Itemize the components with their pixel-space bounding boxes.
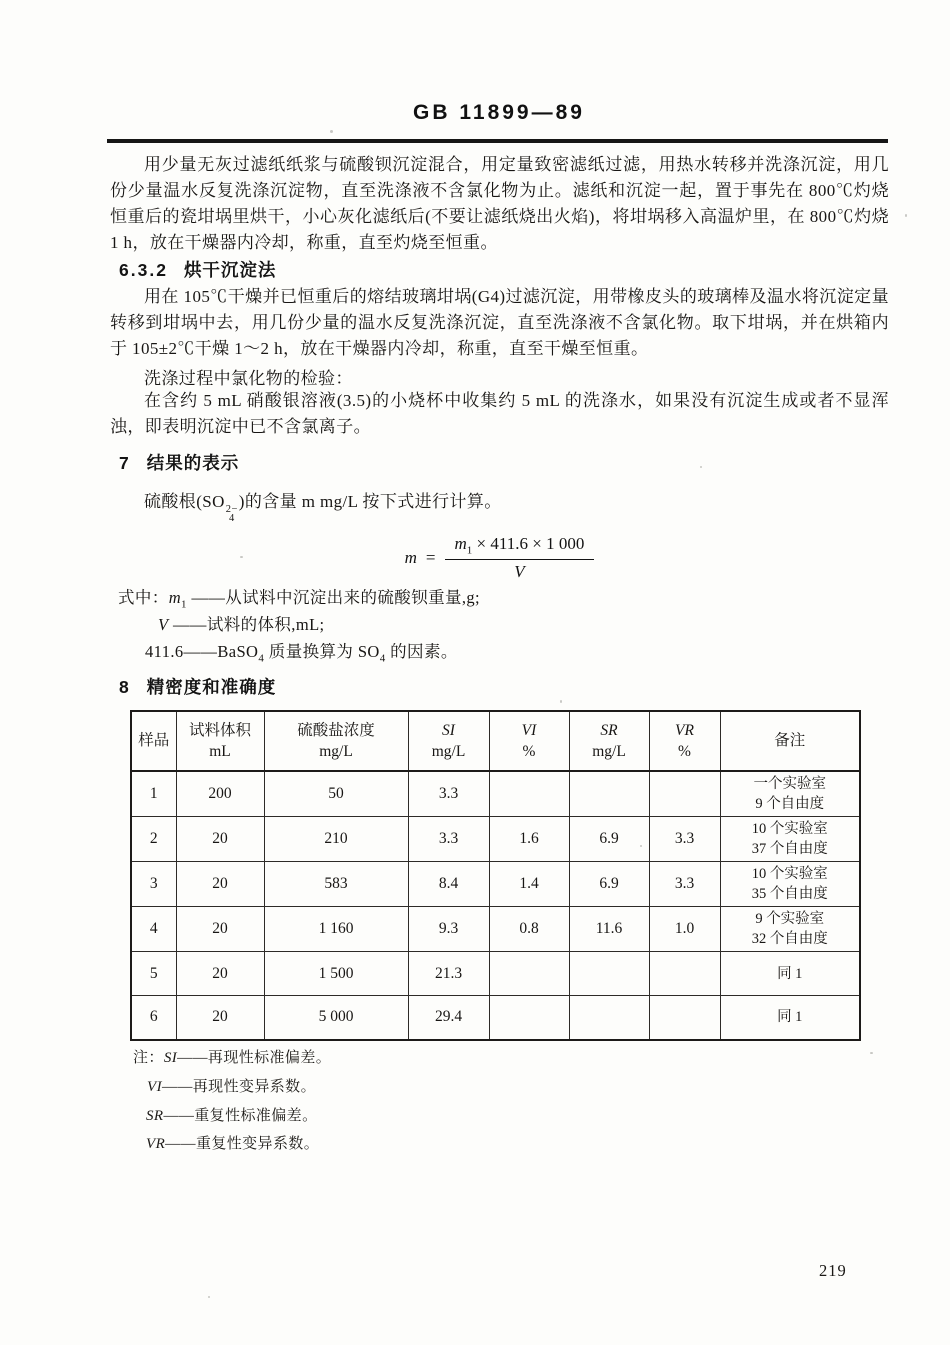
where-clause-factor [145,638,458,664]
table-row [131,817,860,862]
cell-sample: 2 [131,817,176,862]
where-clause-m1 [118,584,480,610]
cell-concentration: 210 [264,817,408,862]
table-note-sr [146,1104,317,1125]
paragraph-chloride-test: 在含约 5 mL 硝酸银溶液(3.5)的小烧杯中收集约 5 mL 的洗涤水，如果没有沉淀生成或者不显浑浊，即表明沉淀中已不含氯离子。 [110,391,889,436]
cell-sample: 5 [131,952,176,996]
numerator-constants: × 411.6 × 1 000 [472,534,585,553]
col-header-concentration: 硫酸盐浓度 mg/L [264,711,408,771]
cell-si: 21.3 [408,952,489,996]
note-dash: —— [165,1136,196,1152]
fraction-numerator [445,534,595,560]
cell-remark: 同 1 [720,996,860,1040]
cell-vi [489,771,569,817]
table-header-row [131,711,860,771]
fraction-denominator: V [514,562,525,582]
where-var-m: m [168,588,182,607]
cell-vi: 0.8 [489,907,569,952]
where-prefix: 式中： [118,588,169,607]
note-term: VR [146,1136,166,1152]
header-rule [107,139,888,143]
note-dash: —— [163,1108,195,1124]
cell-si: 9.3 [408,907,489,952]
note-text: 再现性变异系数。 [192,1079,316,1095]
cell-vi [489,996,569,1040]
heading-title: 精密度和准确度 [146,677,277,697]
where-var-m-sub: 1 [181,598,187,611]
col-header-si: SI mg/L [408,711,489,771]
cell-vr [649,771,720,817]
heading-number: 6.3.2 [119,260,168,280]
table-row [131,952,860,996]
cell-volume: 20 [176,907,264,952]
where-clause-v [158,611,325,635]
note-dash: —— [177,1050,208,1066]
heading-6-3-2 [119,257,276,282]
so4-ion-notation [226,505,238,523]
page-number: 219 [819,1261,847,1280]
factor-mid-text: 质量换算为 SO [264,642,380,661]
cell-vi [489,952,569,996]
note-dash: —— [161,1079,193,1095]
note-text: 重复性标准偏差。 [194,1108,318,1124]
cell-remark: 10 个实验室 35 个自由度 [720,862,860,907]
where-dash: —— [183,642,218,661]
cell-sr: 6.9 [569,817,649,862]
cell-si: 3.3 [408,817,489,862]
note-term: SR [146,1108,164,1124]
cell-vr [649,996,720,1040]
cell-volume: 200 [176,771,264,817]
formula-fraction [445,534,595,582]
cell-sample: 3 [131,862,176,907]
heading-title: 烘干沉淀法 [183,260,277,280]
cell-remark: 9 个实验室 32 个自由度 [720,907,860,952]
heading-section-8 [119,674,276,699]
note-text: 再现性标准偏差。 [207,1050,332,1066]
heading-number: 8 [119,677,131,697]
numerator-variable: m [454,534,467,553]
cell-vr [649,952,720,996]
factor-post-text: 的因素。 [385,642,458,661]
table-row [131,862,860,907]
where-var-v: V [158,615,169,634]
paragraph-gravimetric-method: 用少量无灰过滤纸纸浆与硫酸钡沉淀混合，用定量致密滤纸过滤，用热水转移并洗涤沉淀，用几份少量温水反复洗涤沉淀物，直至洗涤液不含氯化物为止。滤纸和沉淀一起，置于事先在 800℃灼烧恒重后的瓷坩埚里烘干，小心灰化滤纸后(不要让滤纸烧出火焰)，将坩埚移入高温炉里，在 800℃灼烧 1 h，放在干燥器内冷却，称重，直至灼烧至恒重。 [110,155,889,252]
chloride-check-line: 洗涤过程中氯化物的检验： [144,369,353,388]
cell-concentration: 50 [264,771,408,817]
cell-remark: 同 1 [720,952,860,996]
heading-number: 7 [119,453,131,473]
cell-si: 3.3 [408,771,489,817]
factor-value: 411.6 [145,642,184,661]
paragraph-drying-method: 用在 105℃干燥并已恒重后的熔结玻璃坩埚(G4)过滤沉淀，用带橡皮头的玻璃棒及温水将沉淀定量转移到坩埚中去，用几份少量的温水反复洗涤沉淀，直至洗涤液不含氯化物。取下坩埚，并在烘箱内于 105±2℃干燥 1～2 h，放在干燥器内冷却，称重，直至干燥至恒重。 [110,287,889,358]
col-header-sr: SR mg/L [569,711,649,771]
cell-volume: 20 [176,817,264,862]
intro-post: )的含量 m mg/L 按下式进行计算。 [238,492,502,511]
col-header-remark: 备注 [720,711,860,771]
where-text: 从试料中沉淀出来的硫酸钡重量,g; [225,588,481,607]
table-note-vr [146,1132,319,1153]
table-row [131,771,860,817]
cell-vr: 3.3 [649,817,720,862]
cell-sr [569,996,649,1040]
cell-si: 29.4 [408,996,489,1040]
cell-volume: 20 [176,952,264,996]
cell-sample: 6 [131,996,176,1040]
col-header-volume: 试料体积 mL [176,711,264,771]
baso4-text: BaSO [217,642,259,661]
where-dash: —— [186,588,226,607]
col-header-vr: VR % [649,711,720,771]
heading-title: 结果的表示 [146,453,240,473]
intro-pre: 硫酸根(SO [144,492,225,511]
so4-superscript: 2− [225,504,238,515]
cell-volume: 20 [176,996,264,1040]
note-term: SI [163,1050,178,1066]
where-dash: —— [168,615,207,634]
cell-concentration: 5 000 [264,996,408,1040]
so4-subscript: 4 [379,652,386,665]
cell-vr: 1.0 [649,907,720,952]
cell-sample: 1 [131,771,176,817]
where-text: 试料的体积,mL; [206,615,325,634]
table-row [131,907,860,952]
calculation-formula [110,534,889,582]
formula-lhs: m [404,548,417,568]
numerator-subscript: 1 [466,544,473,557]
formula-intro-line [144,487,502,523]
note-label: 注： [133,1050,164,1066]
cell-remark: 一个实验室 9 个自由度 [720,771,860,817]
table-note-si [133,1046,331,1067]
cell-remark: 10 个实验室 37 个自由度 [720,817,860,862]
heading-section-7 [119,450,239,475]
cell-vi: 1.4 [489,862,569,907]
cell-vr: 3.3 [649,862,720,907]
baso4-subscript: 4 [258,652,265,665]
note-text: 重复性变异系数。 [195,1136,320,1152]
equals-sign: = [425,548,436,568]
standard-code-title: GB 11899—89 [413,101,585,124]
cell-concentration: 1 500 [264,952,408,996]
cell-sr [569,952,649,996]
col-header-vi: VI % [489,711,569,771]
cell-sr: 6.9 [569,862,649,907]
col-header-sample: 样品 [131,711,176,771]
note-term: VI [147,1079,162,1095]
table-row [131,996,860,1040]
cell-si: 8.4 [408,862,489,907]
precision-accuracy-table [130,710,861,1041]
cell-sample: 4 [131,907,176,952]
so4-subscript: 4 [228,513,235,524]
cell-volume: 20 [176,862,264,907]
cell-concentration: 583 [264,862,408,907]
table-note-vi [147,1075,316,1096]
cell-sr [569,771,649,817]
cell-vi: 1.6 [489,817,569,862]
cell-sr: 11.6 [569,907,649,952]
cell-concentration: 1 160 [264,907,408,952]
